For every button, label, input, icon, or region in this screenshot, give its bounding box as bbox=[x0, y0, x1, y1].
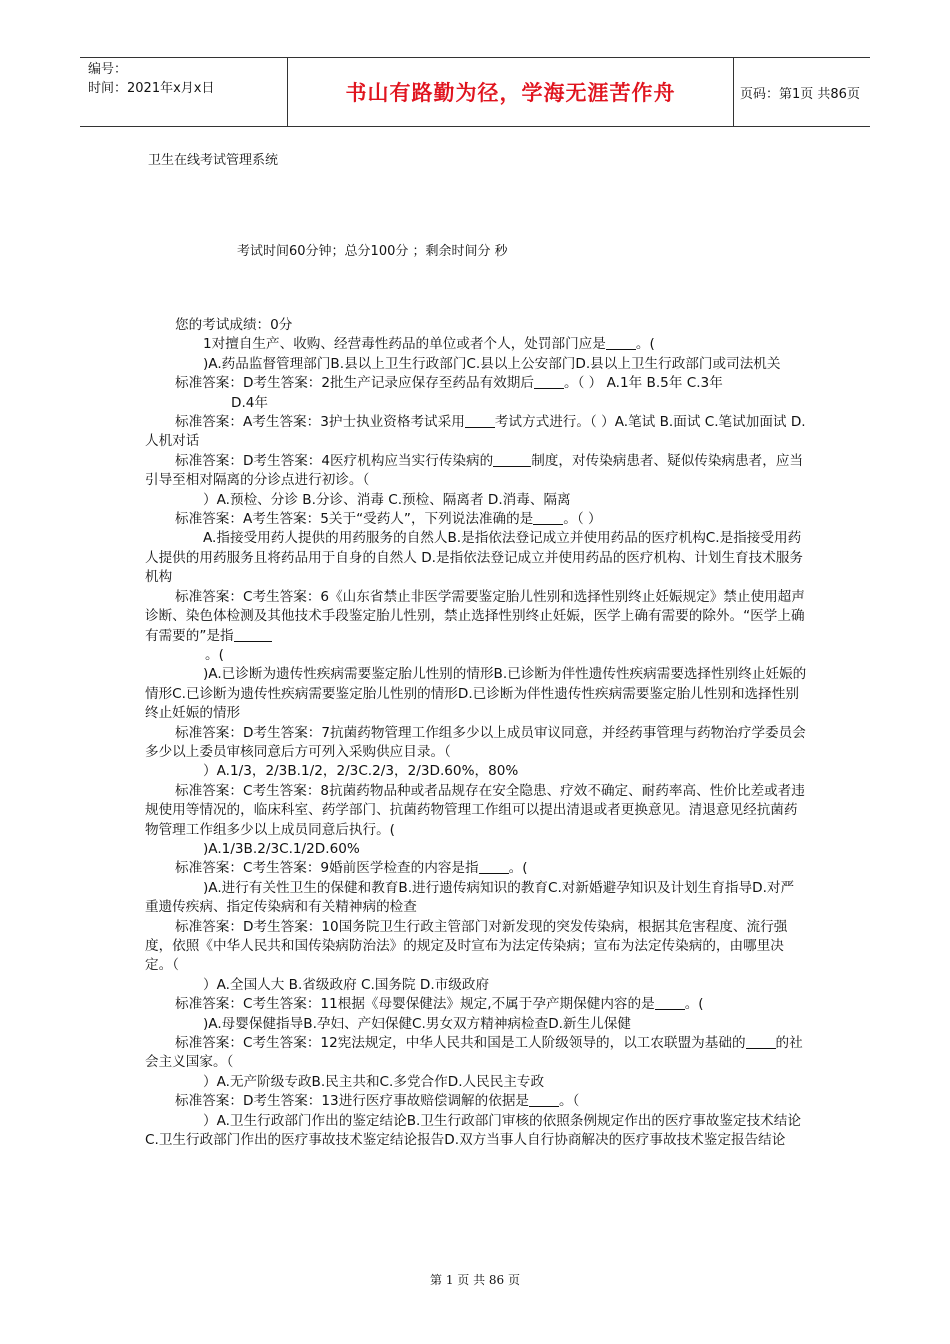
question-11-options: )A.母婴保健指导B.孕妇、产妇保健C.男女双方精神病检查D.新生儿保健 bbox=[203, 1015, 631, 1032]
time-label: 时间：2021年x月x日 bbox=[88, 81, 215, 96]
answer-blank bbox=[746, 1034, 776, 1049]
question-10-options: ）A.全国人大 B.省级政府 C.国务院 D.市级政府 bbox=[203, 976, 490, 993]
motto: 书山有路勤为径，学海无涯苦作舟 bbox=[345, 81, 676, 105]
header-motto-cell bbox=[287, 58, 734, 126]
serial-label: 编号： bbox=[88, 62, 128, 77]
question-text: 标准答案：D考生答案：2批生产记录应保存至药品有效期后 bbox=[175, 375, 534, 392]
answer-blank bbox=[533, 510, 563, 525]
question-1 bbox=[145, 335, 807, 354]
score-line: 您的考试成绩：0分 bbox=[175, 317, 293, 333]
question-text: 。（ ） bbox=[563, 511, 602, 528]
answer-blank bbox=[655, 995, 685, 1010]
question-7-options: ）A.1/3，2/3B.1/2，2/3C.2/3，2/3D.60%，80% bbox=[203, 763, 519, 780]
question-7: 标准答案：D考生答案：7抗菌药物管理工作组多少以上成员审议同意，并经药事管理与药物治疗学委员会多少以上委员审核同意后方可列入采购供应目录。（ bbox=[145, 724, 806, 760]
answer-blank bbox=[234, 627, 272, 642]
question-8: 标准答案：C考生答案：8抗菌药物品种或者品规存在安全隐患、疗效不确定、耐药率高、性价比差或者违规使用等情况的，临床科室、药学部门、抗菌药物管理工作组可以提出清退或者更换意见。清退意见经抗菌药物管理工作组多少以上成员同意后执行。( bbox=[145, 782, 805, 838]
answer-blank bbox=[534, 374, 564, 389]
question-text: 。（ bbox=[559, 1093, 580, 1110]
question-text: 标准答案：C考生答案：12宪法规定，中华人民共和国是工人阶级领导的，以工农联盟为基础的 bbox=[175, 1035, 746, 1052]
question-text: 的社会主义国家。（ bbox=[145, 1035, 803, 1071]
question-text: 考试方式进行。（ ）A.笔试 B.面试 C.笔试加面试 D.人机对话 bbox=[145, 414, 806, 450]
question-text: 标准答案：D考生答案：4医疗机构应当实行传染病的 bbox=[175, 452, 494, 469]
question-13-options: ）A.卫生行政部门作出的鉴定结论B.卫生行政部门审核的依照条例规定作出的医疗事故鉴定技术结论C.卫生行政部门作出的医疗事故技术鉴定结论报告D.双方当事人自行协商解决的医疗事故技术鉴定报告结论 bbox=[145, 1112, 801, 1149]
question-13 bbox=[145, 1092, 807, 1111]
question-6-end: 。( bbox=[205, 646, 224, 663]
question-10: 标准答案：D考生答案：10国务院卫生行政主管部门对新发现的突发传染病，根据其危害程度、流行强度，依照《中华人民共和国传染病防治法》的规定及时宣布为法定传染病；宣布为法定传染病的，由哪里决定。（ bbox=[145, 918, 788, 974]
answer-blank bbox=[606, 335, 636, 350]
question-text: 标准答案：A考生答案：5关于“受药人”，下列说法准确的是 bbox=[175, 511, 534, 528]
question-4 bbox=[145, 452, 807, 491]
answer-blank bbox=[529, 1092, 559, 1107]
exam-info: 考试时间60分钟；总分100分 ；剩余时间分 秒 bbox=[237, 244, 508, 259]
exam-content bbox=[145, 316, 807, 1150]
page-footer: 第 1 页 共 86 页 bbox=[430, 1273, 520, 1287]
question-1-options: )A.药品监督管理部门B.县以上卫生行政部门C.县以上公安部门D.县以上卫生行政部门或司法机关 bbox=[203, 355, 781, 372]
answer-blank bbox=[493, 452, 531, 467]
question-12 bbox=[145, 1034, 807, 1073]
question-text: 标准答案：C考生答案：6《山东省禁止非医学需要鉴定胎儿性别和选择性别终止妊娠规定》禁止使用超声诊断、染色体检测及其他技术手段鉴定胎儿性别，禁止选择性别终止妊娠，医学上确有需要的除外。“医学上确有需要的”是指 bbox=[145, 588, 805, 644]
header-meta bbox=[88, 60, 288, 98]
header-page-info: 页码：第1页 共86页 bbox=[740, 86, 860, 102]
question-text: 。（ ） A.1年 B.5年 C.3年 bbox=[563, 375, 723, 392]
question-3 bbox=[145, 413, 807, 452]
question-5 bbox=[145, 510, 807, 529]
question-12-options: ）A.无产阶级专政B.民主共和C.多党合作D.人民民主专政 bbox=[203, 1073, 545, 1090]
question-2 bbox=[145, 374, 807, 393]
question-2-options: D.4年 bbox=[231, 394, 269, 411]
question-text: 制度，对传染病患者、疑似传染病患者，应当引导至相对隔离的分诊点进行初诊。（ bbox=[145, 452, 804, 489]
question-11 bbox=[145, 995, 807, 1014]
question-text: 标准答案：A考生答案：3护士执业资格考试采用 bbox=[175, 414, 465, 431]
question-text: 1对擅自生产、收购、经营毒性药品的单位或者个人，处罚部门应是 bbox=[203, 336, 606, 353]
question-text: 标准答案：D考生答案：13进行医疗事故赔偿调解的依据是 bbox=[175, 1093, 530, 1110]
question-9 bbox=[145, 859, 807, 878]
question-6 bbox=[145, 588, 807, 646]
question-text: 。( bbox=[684, 996, 704, 1013]
question-text: 标准答案：C考生答案：11根据《母婴保健法》规定,不属于孕产期保健内容的是 bbox=[175, 996, 655, 1013]
system-title: 卫生在线考试管理系统 bbox=[148, 153, 279, 168]
page-header bbox=[80, 57, 870, 127]
answer-blank bbox=[479, 859, 509, 874]
question-text: 。( bbox=[635, 336, 655, 353]
question-text: 。( bbox=[508, 860, 528, 877]
question-8-options: )A.1/3B.2/3C.1/2D.60% bbox=[203, 840, 360, 857]
question-6-options: )A.已诊断为遗传性疾病需要鉴定胎儿性别的情形B.已诊断为伴性遗传性疾病需要选择性别终止妊娠的情形C.已诊断为遗传性疾病需要鉴定胎儿性别的情形D.已诊断为伴性遗传性疾病需要鉴定胎儿性别和选择性别终止妊娠的情形 bbox=[145, 666, 807, 722]
question-9-options: )A.进行有关性卫生的保健和教育B.进行遗传病知识的教育C.对新婚避孕知识及计划生育指导D.对严重遗传疾病、指定传染病和有关精神病的检查 bbox=[145, 879, 795, 916]
question-text: 标准答案：C考生答案：9婚前医学检查的内容是指 bbox=[175, 860, 479, 877]
question-5-options: A.指接受用药人提供的用药服务的自然人B.是指依法登记成立并使用药品的医疗机构C.是指接受用药人提供的用药服务且将药品用于自身的自然人 D.是指依法登记成立并使用药品的医疗机构、计划生育技术服务机构 bbox=[145, 530, 804, 586]
question-4-options: ）A.预检、分诊 B.分诊、消毒 C.预检、隔离者 D.消毒、隔离 bbox=[203, 491, 571, 508]
answer-blank bbox=[465, 413, 495, 428]
